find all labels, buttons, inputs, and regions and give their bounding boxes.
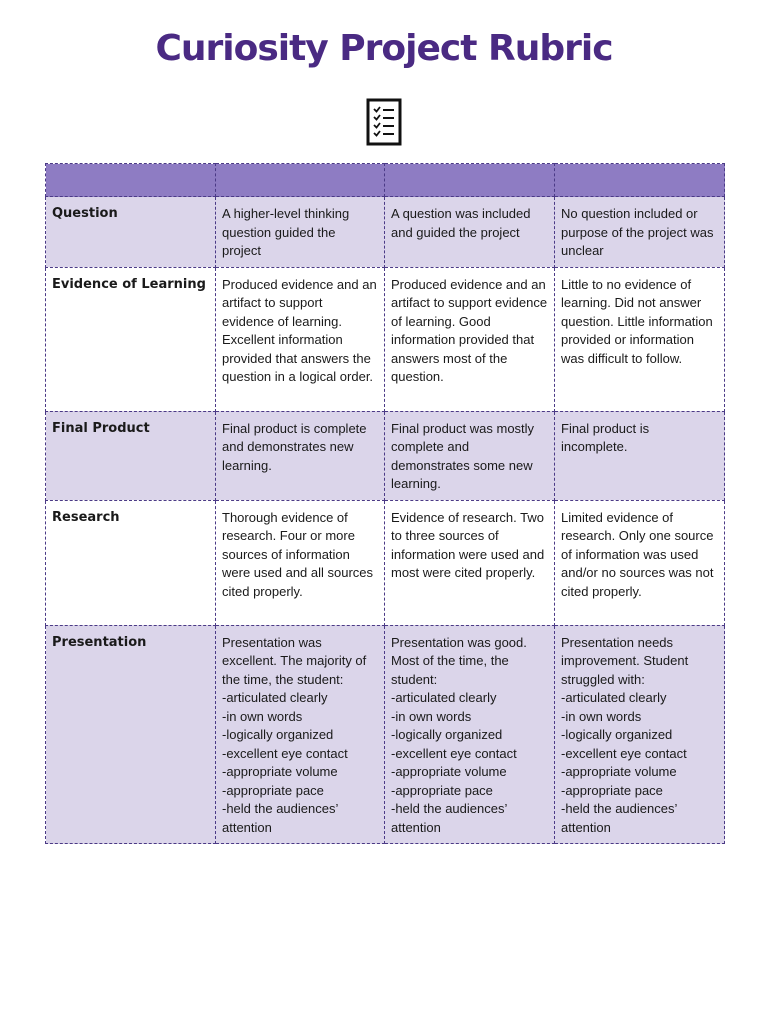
level-good: Presentation was good. Most of the time, the student: -articulated clearly -in own words -logically organized -excellent eye contact -appropriate volume -appropriate pace -held the audiences’ attention [385, 625, 555, 844]
table-row [46, 411, 725, 500]
header-row [46, 164, 725, 197]
level-needs-improvement: Presentation needs improvement. Student struggled with: -articulated clearly -in own words -logically organized -excellent eye contact -appropriate volume -appropriate pace -held the audiences’ attention [555, 625, 725, 844]
criterion-presentation: Presentation [46, 625, 216, 844]
header-cell [46, 164, 216, 197]
criterion-question: Question [46, 197, 216, 268]
level-needs-improvement: Final product is incomplete. [555, 411, 725, 500]
criterion-research: Research [46, 500, 216, 625]
level-good: Produced evidence and an artifact to support evidence of learning. Good information provided that answers most of the question. [385, 267, 555, 411]
level-good: A question was included and guided the project [385, 197, 555, 268]
rubric-table [45, 163, 725, 844]
level-needs-improvement: No question included or purpose of the project was unclear [555, 197, 725, 268]
level-needs-improvement: Little to no evidence of learning. Did not answer question. Little information provided or information was difficult to follow. [555, 267, 725, 411]
level-excellent: Final product is complete and demonstrates new learning. [216, 411, 385, 500]
table-row [46, 267, 725, 411]
level-good: Evidence of research. Two to three sources of information were used and most were cited properly. [385, 500, 555, 625]
table-row [46, 197, 725, 268]
level-excellent: Thorough evidence of research. Four or more sources of information were used and all sources cited properly. [216, 500, 385, 625]
header-cell [385, 164, 555, 197]
level-excellent: Produced evidence and an artifact to support evidence of learning. Excellent information provided that answers the question in a logical order. [216, 267, 385, 411]
level-excellent: A higher-level thinking question guided the project [216, 197, 385, 268]
criterion-final-product: Final Product [46, 411, 216, 500]
table-row [46, 625, 725, 844]
level-good: Final product was mostly complete and demonstrates some new learning. [385, 411, 555, 500]
page-title: Curiosity Project Rubric [155, 28, 613, 69]
header-cell [216, 164, 385, 197]
table-row [46, 500, 725, 625]
criterion-evidence-of-learning: Evidence of Learning [46, 267, 216, 411]
checklist-icon [366, 98, 402, 146]
level-needs-improvement: Limited evidence of research. Only one source of information was used and/or no sources was not cited properly. [555, 500, 725, 625]
header-cell [555, 164, 725, 197]
level-excellent: Presentation was excellent. The majority of the time, the student: -articulated clearly -in own words -logically organized -excellent eye contact -appropriate volume -appropriate pace -held the audiences’ attention [216, 625, 385, 844]
